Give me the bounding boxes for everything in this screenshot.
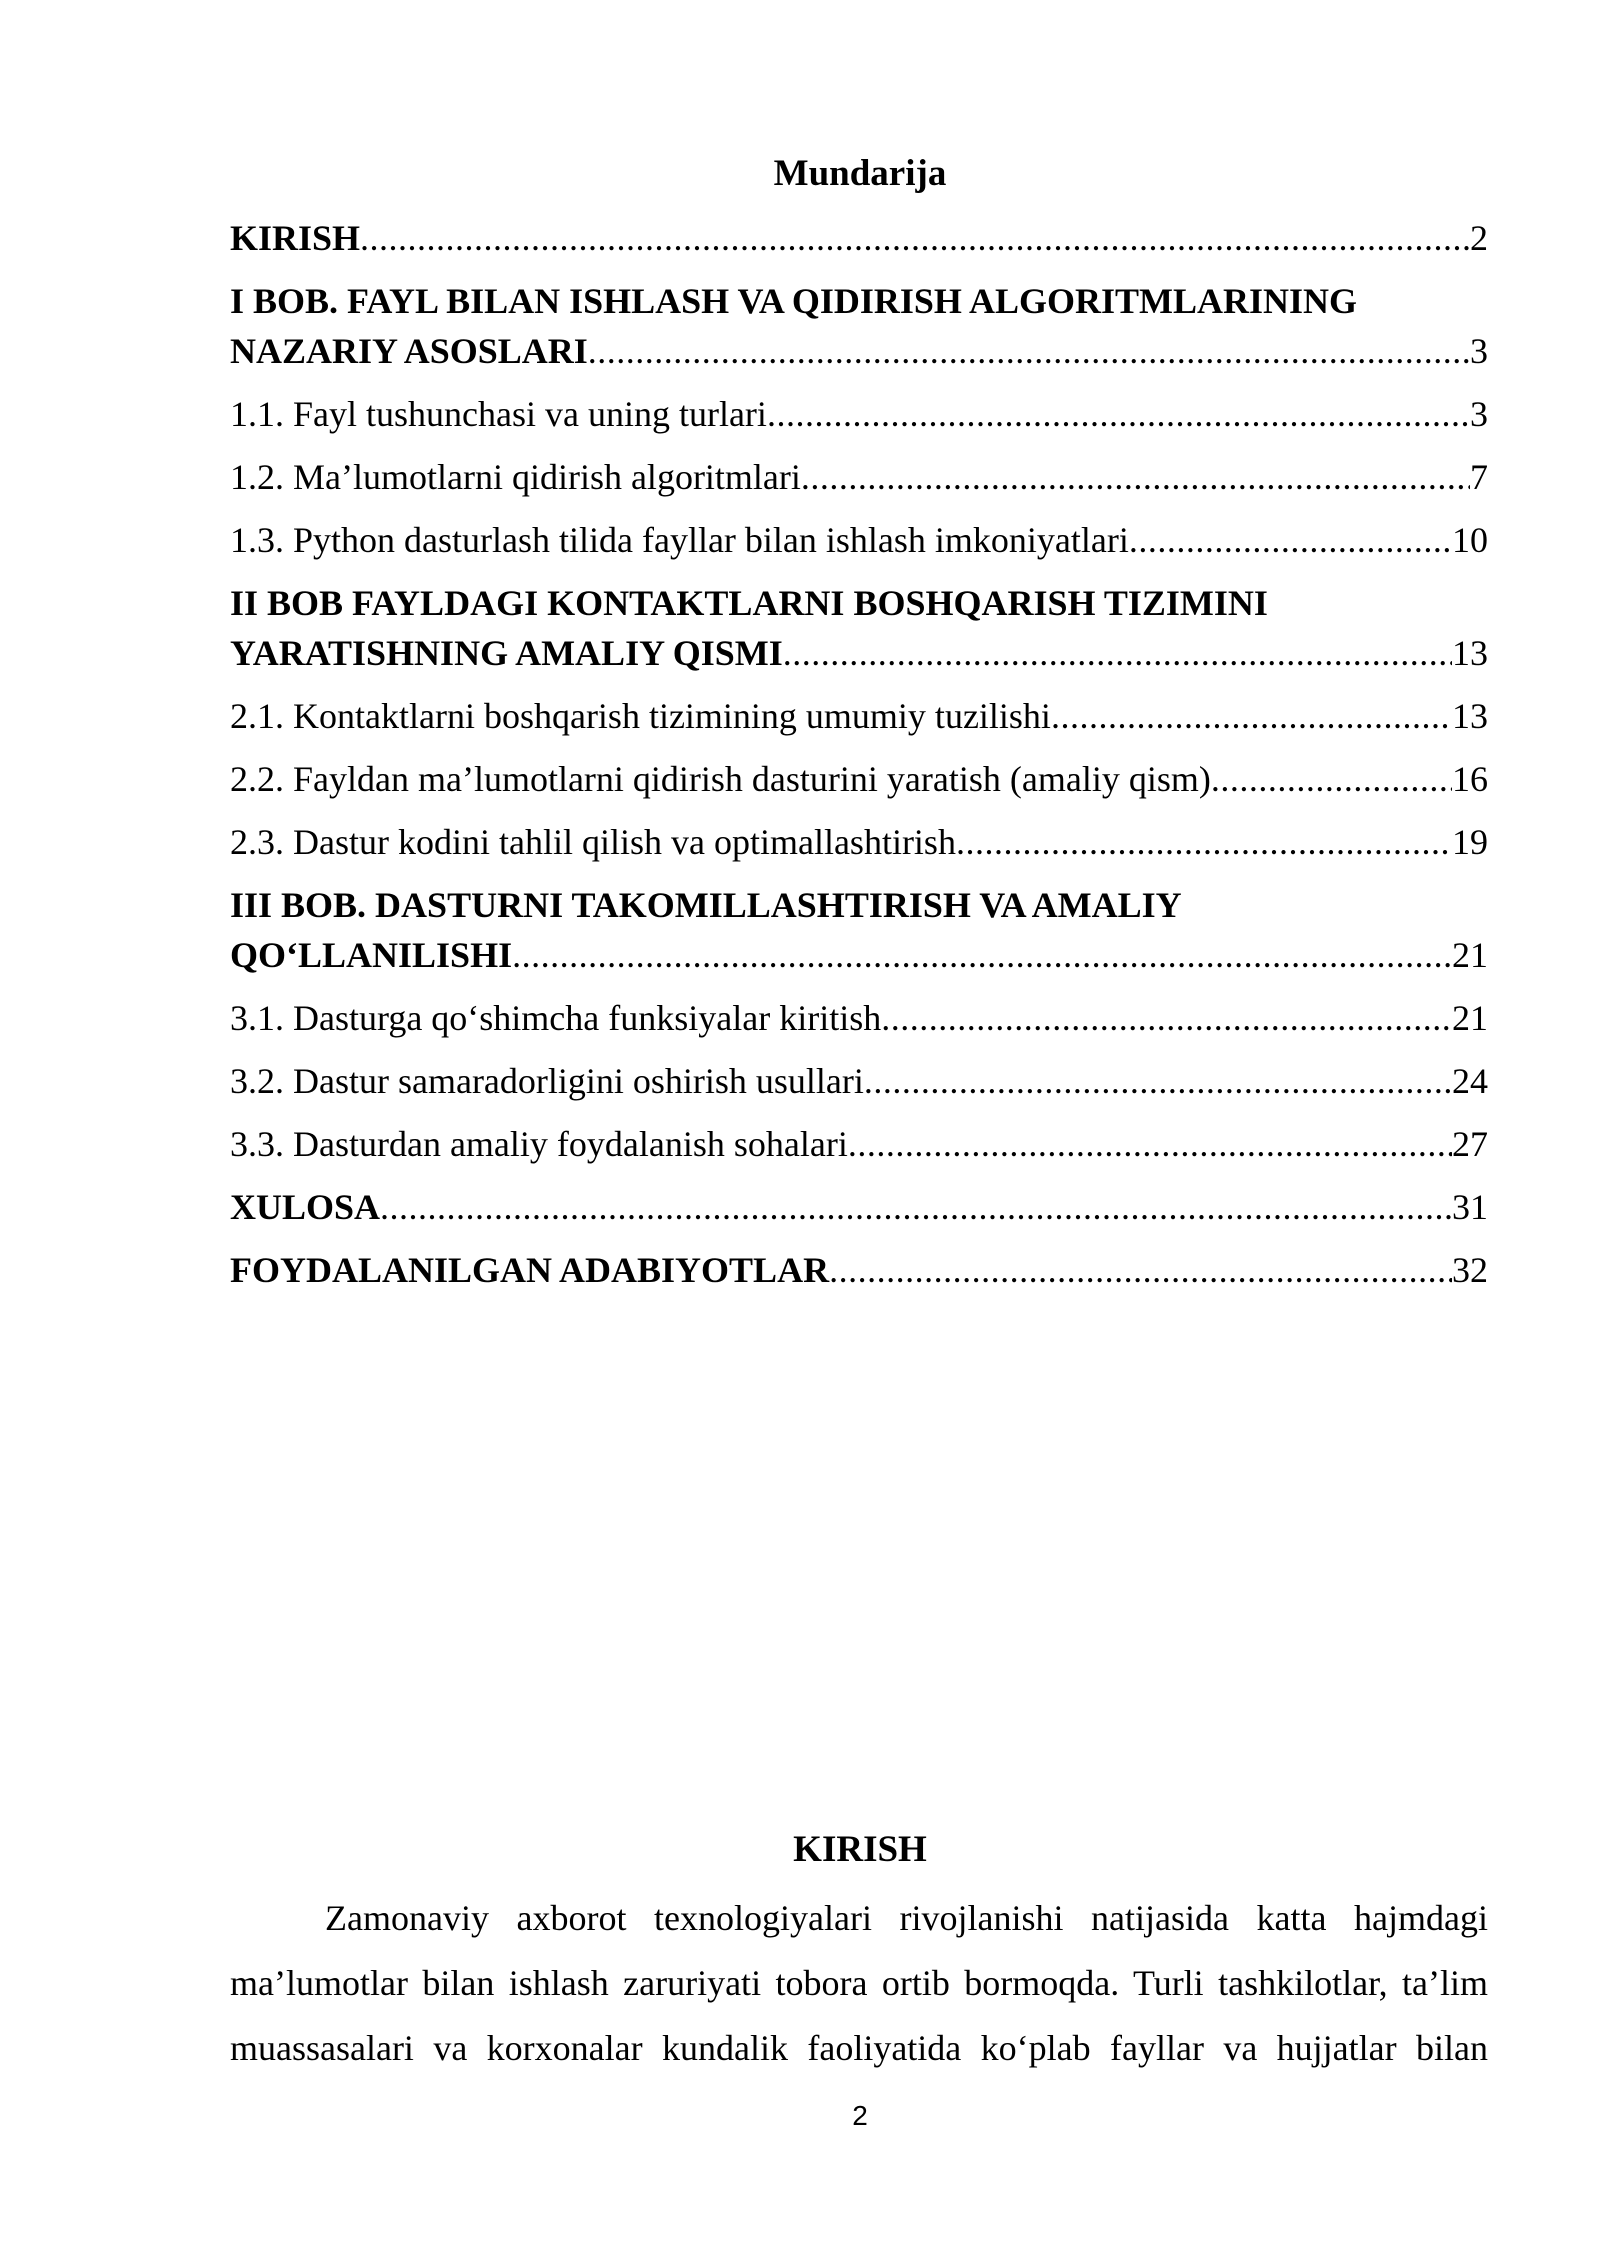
toc-entry <box>230 817 1488 867</box>
toc-entry-page-number: 7 <box>1470 457 1488 497</box>
toc-entry-heading-line: II BOB FAYLDAGI KONTAKTLARNI BOSHQARISH TIZIMINI <box>230 583 1268 623</box>
toc-dot-leader <box>588 326 1470 376</box>
toc-entry-label: NAZARIY ASOSLARI <box>230 331 588 371</box>
toc-entry-page-number: 31 <box>1452 1187 1488 1227</box>
toc-entry-label: KIRISH <box>230 218 361 258</box>
toc-title: Mundarija <box>773 153 947 194</box>
toc-entry-label: 2.3. Dastur kodini tahlil qilish va optimallashtirish <box>230 822 956 862</box>
toc-dot-leader <box>956 817 1452 867</box>
toc-dot-leader <box>881 993 1452 1043</box>
toc-entry-label: FOYDALANILGAN ADABIYOTLAR <box>230 1250 830 1290</box>
toc-entry-heading-line: I BOB. FAYL BILAN ISHLASH VA QIDIRISH ALGORITMLARINING <box>230 281 1357 321</box>
toc-entry-label: 3.3. Dasturdan amaliy foydalanish sohalari <box>230 1124 848 1164</box>
toc-entry-page-number: 21 <box>1452 935 1488 975</box>
toc-entry <box>230 276 1488 376</box>
toc-entry-page-number: 10 <box>1452 520 1488 560</box>
toc-entry-line <box>230 1182 1488 1232</box>
toc-entry-page-number: 24 <box>1452 1061 1488 1101</box>
intro-heading: KIRISH <box>793 1829 927 1870</box>
intro-paragraph: Zamonaviy axborot texnologiyalari rivojlanishi natijasida katta hajmdagi ma’lumotlar bilan ishlash zaruriyati tobora ortib bormoqda. Turli tashkilotlar, ta’lim muassasalari va korxonalar kundalik faoliyatida ko‘plab fayllar va hujjatlar bilan <box>230 1898 1488 2068</box>
toc-entry-line <box>230 326 1488 376</box>
toc-entry-line <box>230 993 1488 1043</box>
toc-entry <box>230 1056 1488 1106</box>
toc-entry <box>230 515 1488 565</box>
toc-dot-leader <box>1129 515 1452 565</box>
toc-entry-page-number: 19 <box>1452 822 1488 862</box>
toc-dot-leader <box>1051 691 1452 741</box>
toc-dot-leader <box>767 389 1470 439</box>
toc-entry-line <box>230 754 1488 804</box>
toc-entry-line <box>230 452 1488 502</box>
toc-entry-line <box>230 930 1488 980</box>
toc-entry-page-number: 13 <box>1452 633 1488 673</box>
toc-dot-leader <box>380 1182 1452 1232</box>
toc-entry <box>230 880 1488 980</box>
toc-entry-label: 2.1. Kontaktlarni boshqarish tizimining umumiy tuzilishi <box>230 696 1051 736</box>
toc-entry-label: QO‘LLANILISHI <box>230 935 513 975</box>
toc-entry-page-number: 2 <box>1470 218 1488 258</box>
toc-entry <box>230 578 1488 678</box>
toc-entry-label: 1.1. Fayl tushunchasi va uning turlari <box>230 394 767 434</box>
toc-entry-page-number: 13 <box>1452 696 1488 736</box>
toc-entry <box>230 389 1488 439</box>
toc-dot-leader <box>801 452 1470 502</box>
toc-dot-leader <box>848 1119 1452 1169</box>
toc-dot-leader <box>783 628 1452 678</box>
toc-entry-page-number: 16 <box>1452 759 1488 799</box>
toc-entry-line <box>230 515 1488 565</box>
toc-entry-page-number: 32 <box>1452 1250 1488 1290</box>
toc-entry-label: 1.3. Python dasturlash tilida fayllar bilan ishlash imkoniyatlari <box>230 520 1129 560</box>
toc-entry-page-number: 3 <box>1470 331 1488 371</box>
toc-entry-heading-line: III BOB. DASTURNI TAKOMILLASHTIRISH VA AMALIY <box>230 885 1182 925</box>
toc-entry-label: 3.2. Dastur samaradorligini oshirish usullari <box>230 1061 864 1101</box>
toc-entry <box>230 754 1488 804</box>
toc-entry <box>230 1182 1488 1232</box>
toc-entry-line <box>230 817 1488 867</box>
toc-entry-line <box>230 213 1488 263</box>
toc-entry <box>230 213 1488 263</box>
table-of-contents <box>230 213 1488 1308</box>
toc-entry-label: YARATISHNING AMALIY QISMI <box>230 633 783 673</box>
toc-entry-line <box>230 1119 1488 1169</box>
toc-dot-leader <box>864 1056 1452 1106</box>
toc-entry <box>230 1119 1488 1169</box>
page-number: 2 <box>852 2100 868 2131</box>
toc-entry-page-number: 3 <box>1470 394 1488 434</box>
toc-dot-leader <box>1211 754 1452 804</box>
toc-entry-page-number: 27 <box>1452 1124 1488 1164</box>
toc-entry <box>230 452 1488 502</box>
toc-entry <box>230 993 1488 1043</box>
toc-entry-page-number: 21 <box>1452 998 1488 1038</box>
toc-dot-leader <box>512 930 1452 980</box>
toc-entry-line <box>230 1056 1488 1106</box>
toc-entry <box>230 1245 1488 1295</box>
toc-entry <box>230 691 1488 741</box>
toc-entry-line <box>230 691 1488 741</box>
toc-entry-line <box>230 389 1488 439</box>
toc-entry-label: 3.1. Dasturga qo‘shimcha funksiyalar kiritish <box>230 998 882 1038</box>
toc-entry-label: 2.2. Fayldan ma’lumotlarni qidirish dasturini yaratish (amaliy qism) <box>230 759 1211 799</box>
toc-dot-leader <box>360 213 1470 263</box>
toc-entry-label: XULOSA <box>230 1187 381 1227</box>
toc-dot-leader <box>829 1245 1452 1295</box>
toc-entry-line <box>230 628 1488 678</box>
toc-entry-label: 1.2. Ma’lumotlarni qidirish algoritmlari <box>230 457 801 497</box>
toc-entry-line <box>230 1245 1488 1295</box>
